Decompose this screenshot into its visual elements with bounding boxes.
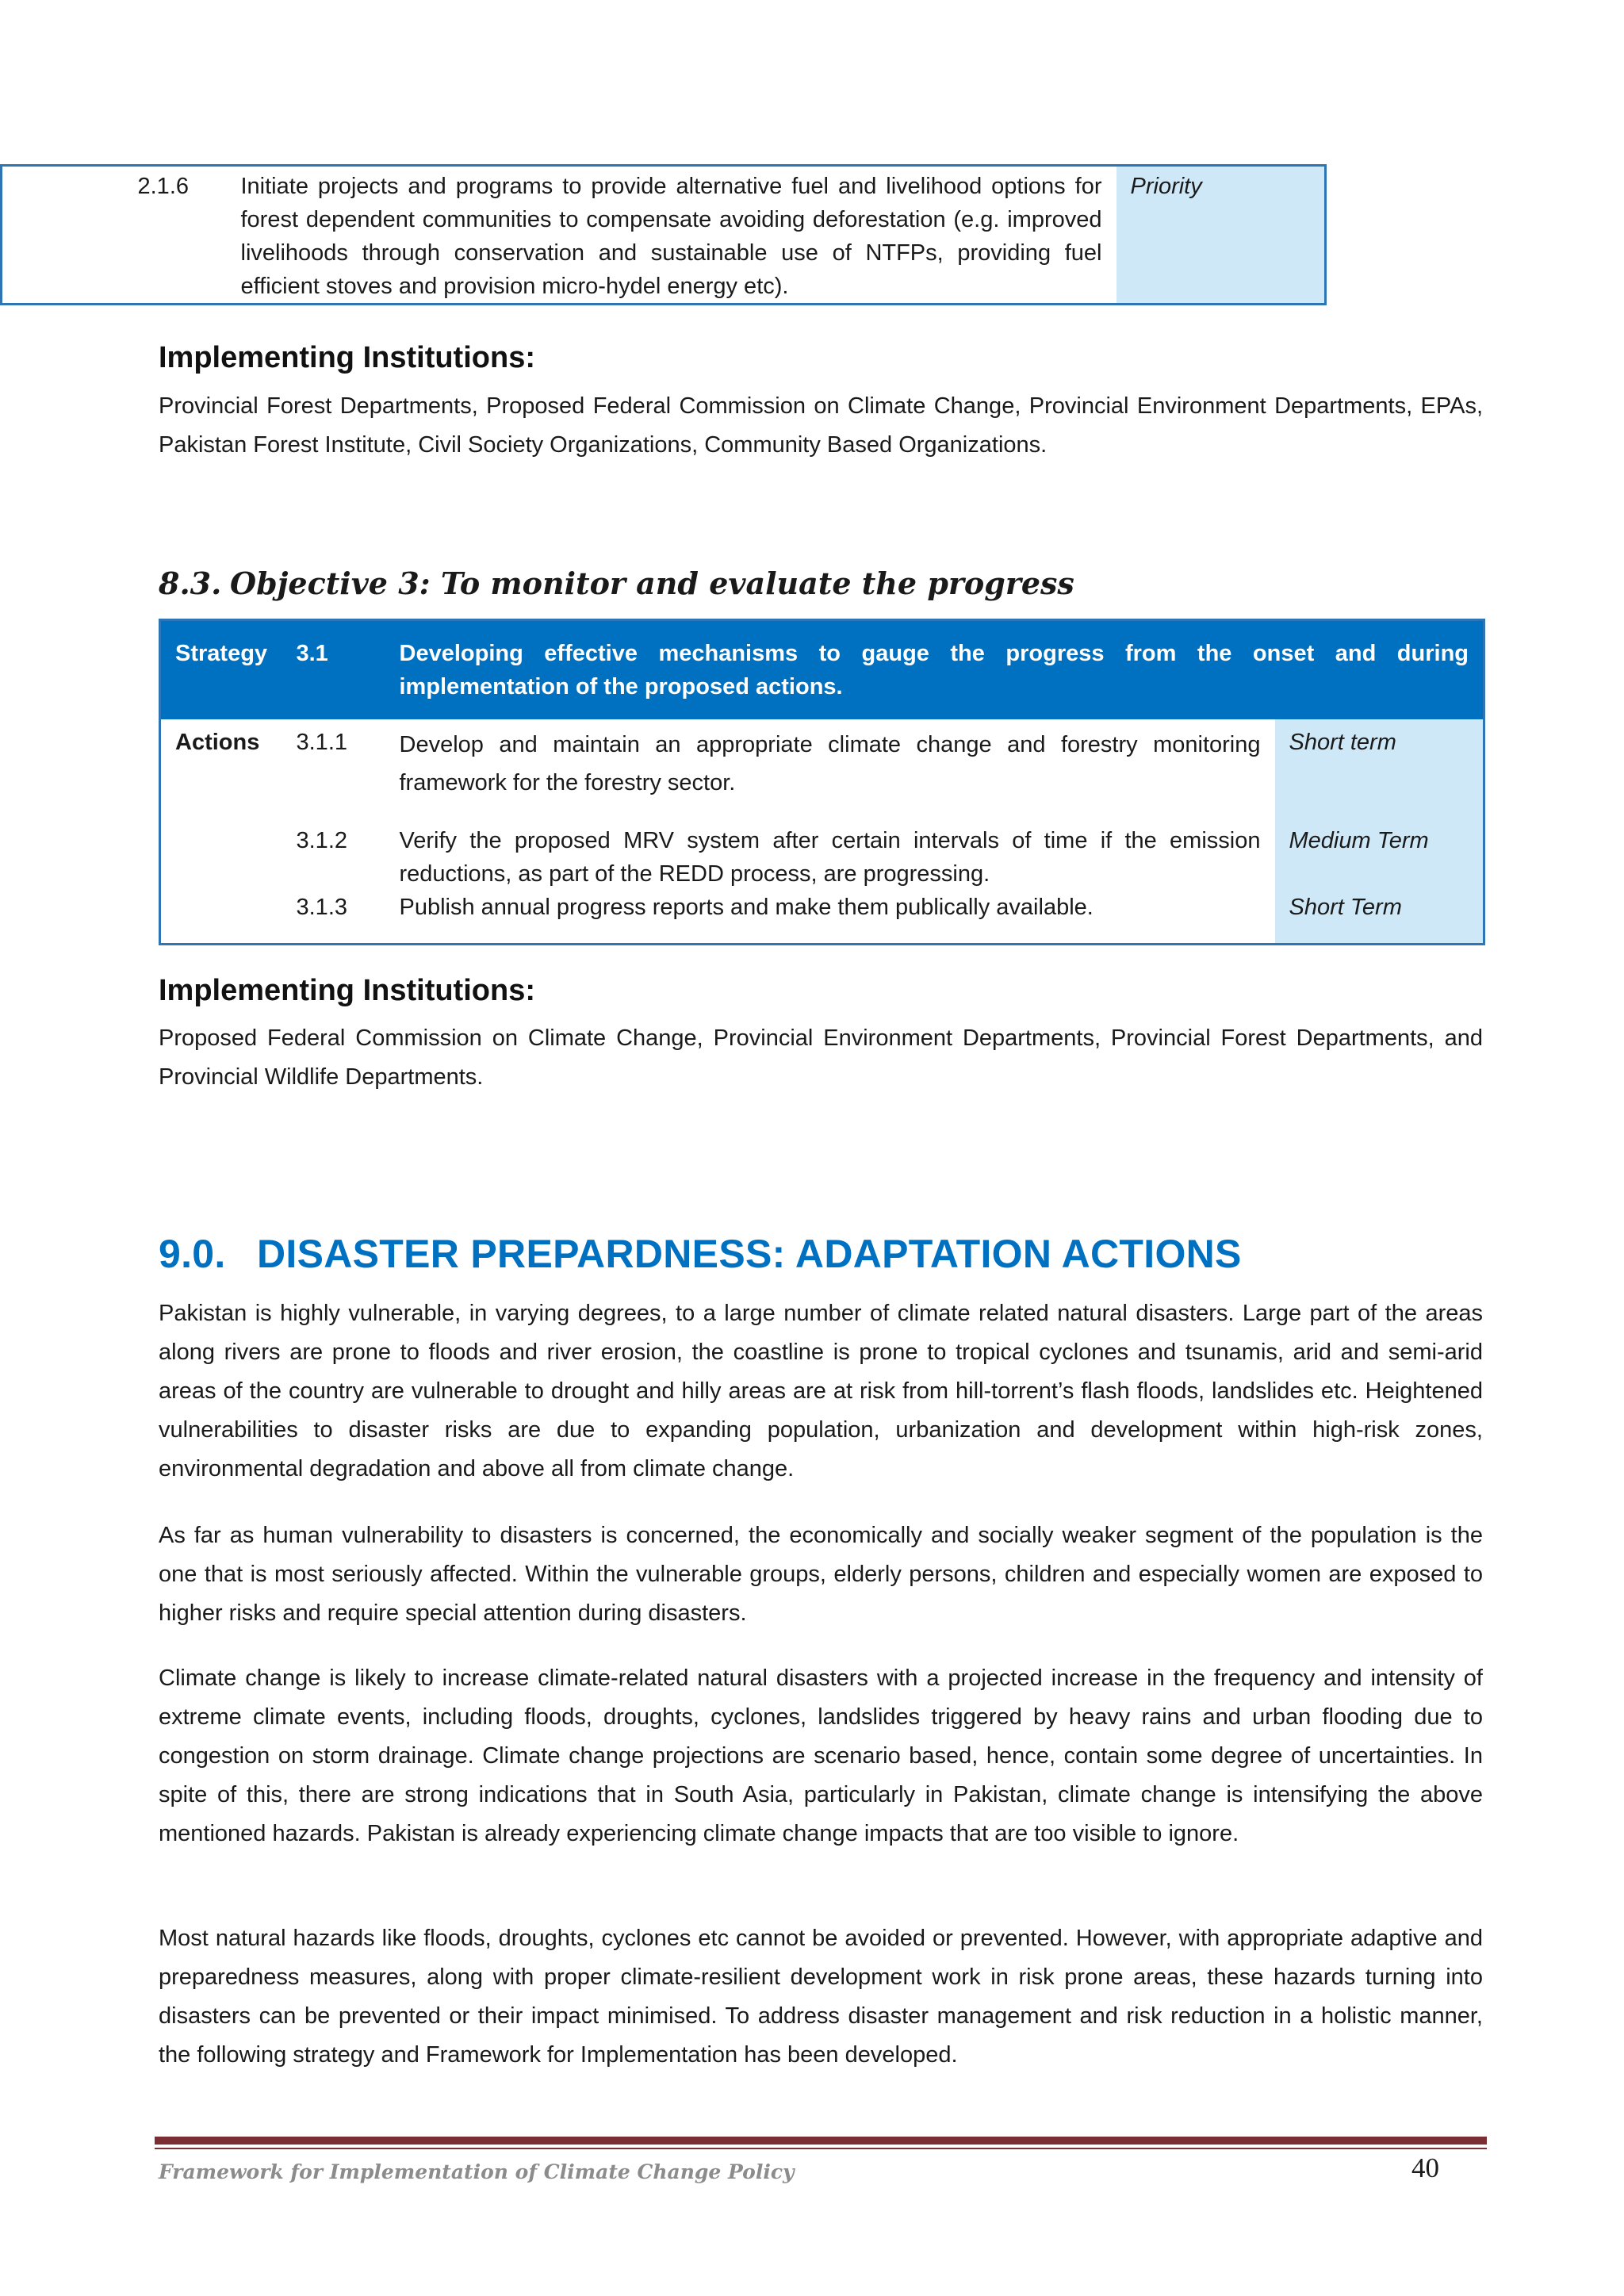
action-timeframe: Medium Term [1275,818,1484,891]
section-number: 9.0. [159,1232,226,1276]
implementing-institutions-text: Proposed Federal Commission on Climate Change, Provincial Environment Departments, Provincial Forest Departments, and Provincial Wildlife Departments. [159,1025,1483,1090]
paragraph: Most natural hazards like floods, droughts, cyclones etc cannot be avoided or prevented. However, with appropriate adaptive and preparedness measures, along with proper climate-resilient development work in risk prone areas, these hazards turning into disasters can be prevented or their impact minimised. To address disaster management and risk reduction in a holistic manner, the following strategy and Framework for Implementation has been developed. [159,1926,1483,2068]
action-timeframe: Short Term [1275,891,1484,945]
action-text: Initiate projects and programs to provide alternative fuel and livelihood options for forest dependent communities to compensate avoiding deforestation (e.g. improved livelihoods through conservation and sustainable use of NTFPs, providing fuel efficient stoves and provision micro-hydel energy etc). [240,174,1102,299]
actions-label: Actions [175,730,260,755]
action-timeframe: Short term [1275,719,1484,818]
action-table-continued [0,164,1327,305]
implementing-institutions-heading: Implementing Institutions: [159,341,535,374]
action-timeframe: Priority [1116,166,1326,305]
implementing-institutions-heading: Implementing Institutions: [159,974,535,1007]
strategy-row [160,620,1484,720]
section-heading [159,1231,1242,1277]
action-number: 2.1.6 [137,174,189,199]
action-text: Develop and maintain an appropriate climate change and forestry monitoring framework for the forestry sector. [399,732,1261,795]
action-number: 3.1.1 [296,730,347,755]
table-row [160,818,1484,891]
table-row [2,166,1326,305]
paragraph: Pakistan is highly vulnerable, in varying degrees, to a large number of climate related natural disasters. Large part of the areas along rivers are prone to floods and river erosion, the coastline is prone to tropical cyclones and tsunamis, arid and semi-arid areas of the country are vulnerable to drought and hilly areas are at risk from hill-torrent’s flash floods, landslides etc. Heightened vulnerabilities to disaster risks are due to expanding population, urbanization and development within high-risk zones, environmental degradation and above all from climate change. [159,1301,1483,1481]
footer-rule-thin [155,2148,1487,2149]
strategy-label: Strategy [160,620,297,720]
strategy-table [159,619,1485,945]
table-row [160,719,1484,818]
table-row [160,891,1484,945]
objective-title: Objective 3: To monitor and evaluate the progress [230,565,1074,601]
paragraph: As far as human vulnerability to disasters is concerned, the economically and socially weaker segment of the population is the one that is most seriously affected. Within the vulnerable groups, elderly persons, children and especially women are exposed to higher risks and require special attention during disasters. [159,1523,1483,1626]
page-number: 40 [1411,2152,1439,2183]
paragraph: Climate change is likely to increase climate-related natural disasters with a projected increase in the frequency and intensity of extreme climate events, including floods, droughts, cyclones, landslides triggered by heavy rains and urban flooding due to congestion on storm drainage. Climate change projections are scenario based, hence, contain some degree of uncertainties. In spite of this, there are strong indications that in South Asia, particularly in Pakistan, climate change is intensifying the above mentioned hazards. Pakistan is already experiencing climate change impacts that are too visible to ignore. [159,1665,1483,1846]
action-number: 3.1.3 [296,895,347,920]
footer-title: Framework for Implementation of Climate Change Policy [159,2160,795,2183]
action-text: Verify the proposed MRV system after certain intervals of time if the emission reductions, as part of the REDD process, are progressing. [399,828,1261,887]
objective-heading [159,565,1074,601]
action-number: 3.1.2 [296,828,347,853]
action-text: Publish annual progress reports and make them publically available. [399,895,1094,920]
implementing-institutions-text: Provincial Forest Departments, Proposed Federal Commission on Climate Change, Provincial Environment Departments, EPAs, Pakistan Forest Institute, Civil Society Organizations, Community Based Organizations. [159,393,1483,458]
section-title: DISASTER PREPARDNESS: ADAPTATION ACTIONS [257,1232,1242,1276]
strategy-text: Developing effective mechanisms to gauge the progress from the onset and during implementation of the proposed actions. [400,620,1484,720]
footer-rule [155,2137,1487,2145]
objective-number: 8.3. [159,565,222,601]
strategy-number: 3.1 [297,620,400,720]
